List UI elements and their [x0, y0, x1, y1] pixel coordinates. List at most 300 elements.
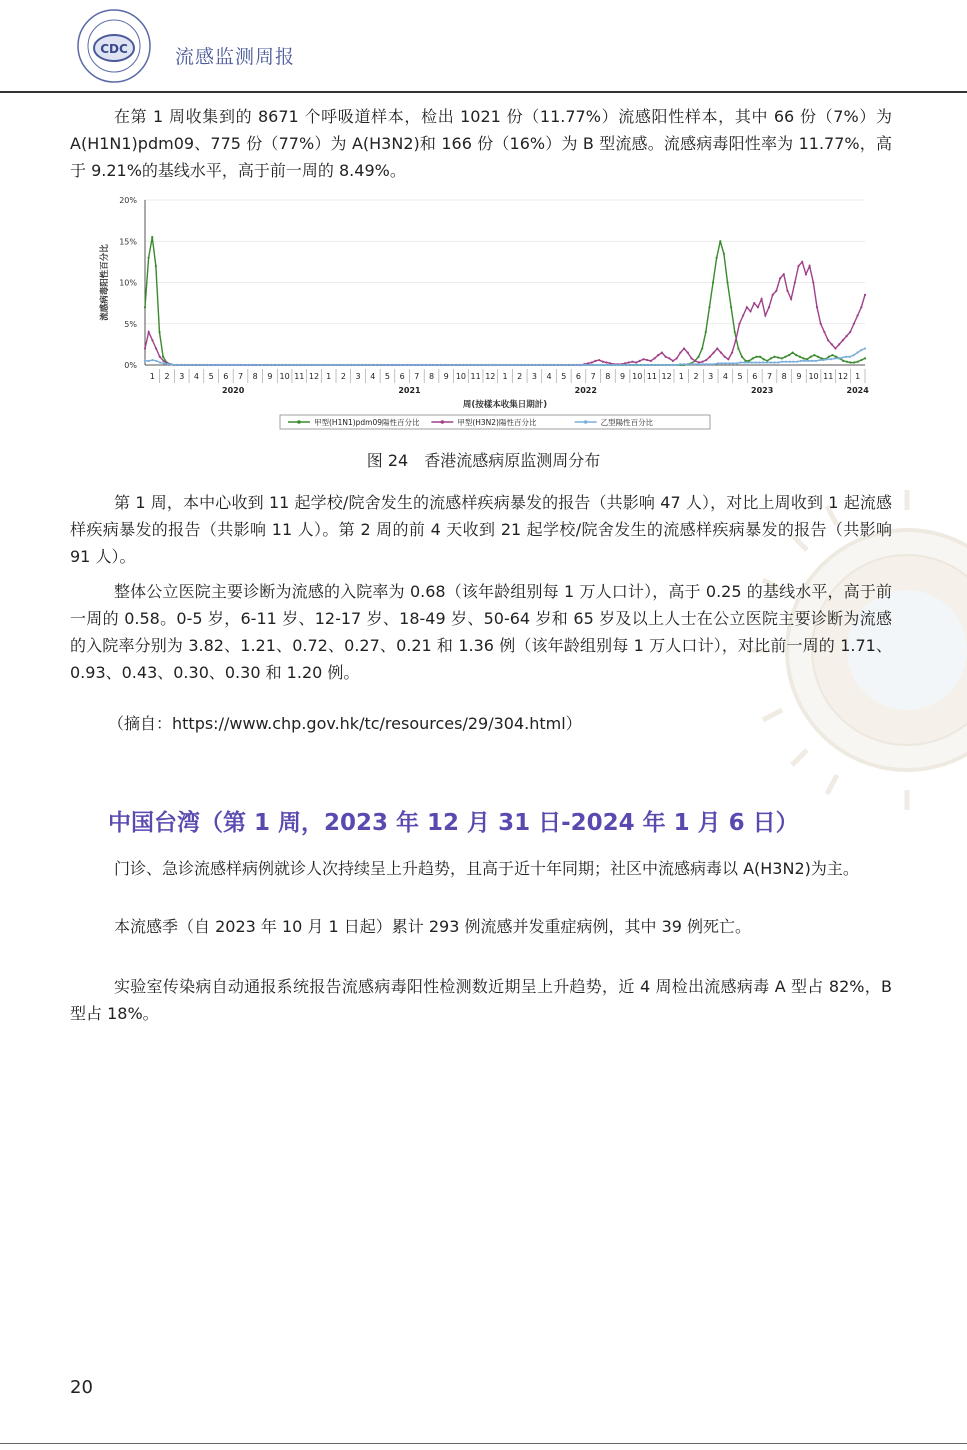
series-point-h1n1: [737, 347, 739, 349]
series-point-b: [238, 364, 240, 366]
series-point-h3n2: [757, 306, 759, 308]
series-point-b: [193, 364, 195, 366]
series-point-b: [151, 359, 153, 361]
series-point-h3n2: [783, 273, 785, 275]
series-point-h3n2: [159, 356, 161, 358]
series-point-b: [577, 364, 579, 366]
series-point-b: [287, 364, 289, 366]
x-tick-label: 4: [722, 372, 728, 381]
chart-series: [144, 236, 866, 366]
series-point-b: [706, 363, 708, 365]
series-point-b: [536, 364, 538, 366]
series-point-h3n2: [609, 362, 611, 364]
series-point-b: [366, 364, 368, 366]
series-point-b: [185, 364, 187, 366]
series-point-b: [641, 364, 643, 366]
x-tick-label: 5: [737, 372, 743, 381]
series-point-h3n2: [738, 323, 740, 325]
series-point-h1n1: [813, 354, 815, 356]
series-point-b: [736, 362, 738, 364]
series-point-b: [822, 359, 824, 361]
series-point-b: [845, 356, 847, 358]
legend-marker-h3n2: [441, 420, 445, 424]
series-point-b: [585, 364, 587, 366]
series-point-b: [623, 364, 625, 366]
x-tick-label: 2: [693, 372, 699, 381]
series-point-h3n2: [155, 347, 157, 349]
series-point-h3n2: [834, 347, 836, 349]
x-tick-label: 6: [399, 372, 405, 381]
series-point-b: [430, 364, 432, 366]
series-point-b: [246, 364, 248, 366]
series-point-h3n2: [657, 354, 659, 356]
series-point-b: [351, 364, 353, 366]
series-point-b: [596, 364, 598, 366]
x-tick-label: 11: [823, 372, 834, 381]
series-point-h1n1: [788, 354, 790, 356]
series-point-b: [389, 364, 391, 366]
y-tick-label: 20%: [119, 196, 137, 205]
series-point-b: [634, 364, 636, 366]
series-point-h3n2: [857, 314, 859, 316]
series-point-b: [472, 364, 474, 366]
series-point-b: [438, 364, 440, 366]
series-point-h3n2: [838, 343, 840, 345]
series-point-b: [464, 364, 466, 366]
series-point-b: [517, 364, 519, 366]
series-point-b: [687, 363, 689, 365]
series-point-h3n2: [668, 357, 670, 359]
series-point-b: [476, 364, 478, 366]
series-point-b: [249, 364, 251, 366]
series-point-h3n2: [768, 306, 770, 308]
series-point-b: [216, 364, 218, 366]
series-point-h3n2: [794, 281, 796, 283]
series-point-h3n2: [144, 347, 146, 349]
x-year-label: 2024: [846, 386, 869, 395]
series-point-b: [826, 358, 828, 360]
series-point-h3n2: [591, 361, 593, 363]
series-point-b: [521, 364, 523, 366]
paragraph-hk-samples: 在第 1 周收集到的 8671 个呼吸道样本，检出 1021 份（11.77%）流感阳性样本，其中 66 份（7%）为 A(H1N1)pdm09、775 份（77%）为 A(H3N2)和 166 份（16%）为 B 型流感。流感病毒阳性率为 11.77%，高于 9.21%的基线水平，高于前一周的 8.49%。: [70, 107, 892, 180]
series-point-h3n2: [797, 265, 799, 267]
series-point-h1n1: [820, 357, 822, 359]
x-tick-label: 3: [531, 372, 537, 381]
series-point-b: [611, 364, 613, 366]
series-point-b: [400, 364, 402, 366]
series-point-b: [283, 364, 285, 366]
series-point-h1n1: [712, 281, 714, 283]
series-point-b: [683, 363, 685, 365]
series-point-b: [159, 361, 161, 363]
y-tick-label: 5%: [124, 319, 137, 329]
series-point-h3n2: [587, 362, 589, 364]
series-point-b: [540, 364, 542, 366]
series-point-b: [830, 358, 832, 360]
x-tick-label: 7: [414, 372, 420, 381]
series-point-h1n1: [730, 306, 732, 308]
series-point-h1n1: [810, 356, 812, 358]
series-point-h1n1: [759, 356, 761, 358]
series-point-b: [743, 361, 745, 363]
series-point-b: [804, 360, 806, 362]
series-point-b: [234, 364, 236, 366]
series-point-h1n1: [831, 354, 833, 356]
series-point-h3n2: [661, 352, 663, 354]
x-year-label: 2022: [574, 386, 597, 395]
series-point-h3n2: [713, 352, 715, 354]
series-point-h3n2: [683, 347, 685, 349]
series-point-b: [163, 362, 165, 364]
series-point-b: [404, 364, 406, 366]
series-point-h3n2: [672, 360, 674, 362]
legend-marker-h1n1: [297, 420, 301, 424]
series-point-b: [261, 364, 263, 366]
series-point-h3n2: [639, 360, 641, 362]
series-point-b: [532, 364, 534, 366]
x-tick-label: 5: [208, 372, 214, 381]
series-point-b: [242, 364, 244, 366]
series-point-b: [314, 364, 316, 366]
x-tick-label: 9: [620, 372, 626, 381]
series-point-b: [298, 364, 300, 366]
x-tick-label: 12: [661, 372, 672, 381]
series-point-b: [144, 360, 146, 362]
paragraph-hk-outbreaks: 第 1 周，本中心收到 11 起学校/院舍发生的流感样疾病暴发的报告（共影响 47 人），对比上周收到 1 起流感样疾病暴发的报告（共影响 11 人）。第 2 周的前 4 天收到 21 起学校/院舍发生的流感样疾病暴发的报告（共影响 91 人）。: [70, 493, 892, 566]
series-point-h1n1: [151, 236, 153, 238]
header-title: 流感监测周报: [175, 46, 296, 68]
series-point-b: [566, 364, 568, 366]
series-point-b: [856, 352, 858, 354]
x-tick-label: 8: [605, 372, 611, 381]
series-point-h3n2: [709, 356, 711, 358]
series-point-b: [468, 364, 470, 366]
x-tick-label: 2: [164, 372, 170, 381]
series-point-b: [849, 356, 851, 358]
series-point-b: [412, 364, 414, 366]
series-point-b: [724, 362, 726, 364]
series-point-h3n2: [705, 359, 707, 361]
series-point-h3n2: [749, 310, 751, 312]
series-point-h1n1: [770, 357, 772, 359]
series-point-b: [174, 364, 176, 366]
series-point-h1n1: [792, 352, 794, 354]
series-point-h3n2: [849, 331, 851, 333]
series-point-b: [811, 360, 813, 362]
series-point-b: [347, 364, 349, 366]
series-point-h1n1: [158, 331, 160, 333]
x-tick-label: 1: [678, 372, 684, 381]
series-point-b: [381, 364, 383, 366]
y-tick-label: 10%: [119, 278, 137, 288]
series-point-b: [770, 361, 772, 363]
series-point-h3n2: [602, 361, 604, 363]
series-point-h1n1: [802, 357, 804, 359]
series-point-b: [657, 364, 659, 366]
series-point-b: [834, 357, 836, 359]
series-point-b: [615, 364, 617, 366]
series-point-b: [630, 364, 632, 366]
series-point-b: [555, 364, 557, 366]
x-tick-label: 7: [237, 372, 244, 381]
series-point-h1n1: [705, 331, 707, 333]
series-point-b: [732, 362, 734, 364]
series-point-b: [498, 364, 500, 366]
series-point-b: [574, 364, 576, 366]
series-point-b: [453, 364, 455, 366]
series-point-h3n2: [860, 306, 862, 308]
series-point-b: [766, 361, 768, 363]
x-tick-label: 10: [632, 372, 643, 381]
y-axis-title: 流感病毒阳性百分比: [100, 244, 110, 321]
header-divider: [0, 91, 967, 93]
series-point-b: [268, 364, 270, 366]
series-point-h1n1: [849, 361, 851, 363]
x-year-label: 2023: [751, 386, 774, 395]
chart-gridlines: [145, 200, 865, 365]
svg-text:CDC: CDC: [100, 42, 128, 56]
series-point-h3n2: [653, 357, 655, 359]
series-point-b: [370, 364, 372, 366]
page-header: [0, 0, 967, 95]
x-tick-label: 1: [502, 372, 508, 381]
series-point-b: [528, 364, 530, 366]
series-point-b: [789, 361, 791, 363]
series-point-b: [653, 364, 655, 366]
series-point-h3n2: [823, 331, 825, 333]
series-point-h3n2: [727, 358, 729, 360]
series-point-h3n2: [724, 356, 726, 358]
series-point-b: [807, 360, 809, 362]
series-point-b: [502, 364, 504, 366]
footer-divider: [0, 1443, 967, 1444]
series-point-b: [408, 364, 410, 366]
paragraph-tw-severe: 本流感季（自 2023 年 10 月 1 日起）累计 293 例流感并发重症病例，其中 39 例死亡。: [114, 917, 752, 936]
series-point-b: [280, 364, 282, 366]
series-point-b: [321, 364, 323, 366]
series-point-h3n2: [775, 290, 777, 292]
series-point-b: [212, 364, 214, 366]
x-year-label: 2020: [222, 386, 245, 395]
series-point-b: [755, 361, 757, 363]
x-tick-label: 7: [590, 372, 596, 381]
series-point-b: [396, 364, 398, 366]
series-point-h1n1: [864, 357, 866, 359]
x-tick-label: 10: [808, 372, 819, 381]
series-point-h1n1: [857, 361, 859, 363]
series-point-b: [675, 364, 677, 366]
series-point-b: [415, 364, 417, 366]
cdc-logo: [68, 6, 160, 86]
x-tick-label: 11: [470, 372, 481, 381]
series-point-h3n2: [151, 339, 153, 341]
series-point-b: [709, 363, 711, 365]
series-point-h1n1: [148, 257, 150, 259]
series-point-h1n1: [697, 356, 699, 358]
series-point-h3n2: [746, 306, 748, 308]
series-point-h3n2: [753, 302, 755, 304]
series-point-h3n2: [694, 360, 696, 362]
series-point-b: [800, 360, 802, 362]
series-point-b: [223, 364, 225, 366]
series-point-b: [762, 361, 764, 363]
x-tick-label: 10: [455, 372, 467, 381]
series-point-h3n2: [820, 323, 822, 325]
series-point-h1n1: [155, 265, 157, 267]
series-point-h3n2: [598, 359, 600, 361]
series-point-b: [487, 364, 489, 366]
x-tick-label: 2: [517, 372, 523, 381]
series-point-b: [419, 364, 421, 366]
series-point-b: [853, 354, 855, 356]
series-point-b: [306, 364, 308, 366]
series-point-h3n2: [646, 359, 648, 361]
series-point-h3n2: [594, 360, 596, 362]
series-point-b: [208, 364, 210, 366]
series-point-b: [423, 364, 425, 366]
series-point-h3n2: [679, 352, 681, 354]
series-point-b: [461, 364, 463, 366]
series-point-b: [838, 357, 840, 359]
series-point-b: [815, 360, 817, 362]
series-point-b: [449, 364, 451, 366]
series-point-b: [442, 364, 444, 366]
series-point-b: [506, 364, 508, 366]
series-point-b: [295, 364, 297, 366]
series-point-h1n1: [719, 240, 721, 242]
series-point-b: [600, 364, 602, 366]
series-point-b: [197, 364, 199, 366]
series-point-h1n1: [781, 357, 783, 359]
paragraph-hk-admissions: 整体公立医院主要诊断为流感的入院率为 0.68（该年龄组别每 1 万人口计），高于 0.25 的基线水平，高于前一周的 0.58。0-5 岁，6-11 岁、12-17 岁、18-49 岁、50-64 岁和 65 岁及以上人士在公立医院主要诊断为流感的入院率分别为 3.82、1.21、0.72、0.27、0.21 和 1.36 例（该年龄组别每 1 万人口计），对比前一周的 1.71、0.93、0.43、0.30、0.30 和 1.20 例。: [70, 582, 892, 682]
series-point-h3n2: [687, 352, 689, 354]
x-tick-label: 11: [294, 372, 305, 381]
series-point-b: [570, 364, 572, 366]
x-tick-label: 1: [326, 372, 332, 381]
series-point-h1n1: [795, 354, 797, 356]
series-point-b: [547, 364, 549, 366]
legend-label-h3n2: 甲型(H3N2)陽性百分比: [457, 418, 537, 427]
series-point-b: [302, 364, 304, 366]
series-point-b: [265, 364, 267, 366]
x-tick-label: 9: [443, 372, 449, 381]
series-point-b: [227, 364, 229, 366]
legend-label-b: 乙型陽性百分比: [600, 418, 654, 427]
x-tick-label: 7: [766, 372, 773, 381]
series-point-b: [427, 364, 429, 366]
series-point-b: [702, 363, 704, 365]
series-point-b: [310, 364, 312, 366]
x-tick-label: 8: [252, 372, 258, 381]
series-point-b: [581, 364, 583, 366]
legend-marker-b: [584, 420, 588, 424]
series-point-h1n1: [752, 357, 754, 359]
series-point-h1n1: [716, 257, 718, 259]
x-tick-label: 6: [575, 372, 582, 381]
series-point-b: [257, 364, 259, 366]
series-point-h3n2: [827, 339, 829, 341]
series-point-b: [721, 362, 723, 364]
series-point-h3n2: [786, 290, 788, 292]
hk-flu-chart: [95, 190, 875, 435]
series-point-h3n2: [605, 361, 607, 363]
series-point-b: [543, 364, 545, 366]
x-tick-label: 8: [428, 372, 435, 381]
series-point-h1n1: [828, 356, 830, 358]
x-tick-label: 12: [837, 372, 849, 381]
series-point-b: [291, 364, 293, 366]
series-point-h3n2: [812, 281, 814, 283]
x-tick-label: 6: [752, 372, 758, 381]
series-point-b: [740, 361, 742, 363]
x-tick-label: 9: [796, 372, 802, 381]
series-point-h3n2: [742, 314, 744, 316]
series-point-b: [494, 364, 496, 366]
series-point-b: [200, 364, 202, 366]
series-point-h3n2: [816, 306, 818, 308]
series-point-b: [491, 364, 493, 366]
x-tick-label: 5: [561, 372, 567, 381]
series-point-h3n2: [864, 294, 866, 296]
paragraph-tw-ili: 门诊、急诊流感样病例就诊人次持续呈上升趋势，且高于近十年同期；社区中流感病毒以 A(H3N2)为主。: [114, 859, 859, 878]
series-point-b: [751, 361, 753, 363]
series-point-b: [649, 364, 651, 366]
series-point-b: [332, 364, 334, 366]
series-point-h1n1: [860, 359, 862, 361]
series-point-b: [668, 364, 670, 366]
series-point-h1n1: [755, 356, 757, 358]
series-point-b: [664, 364, 666, 366]
series-point-b: [690, 363, 692, 365]
series-point-b: [841, 356, 843, 358]
series-point-h3n2: [805, 273, 807, 275]
x-tick-label: 2: [340, 372, 346, 381]
series-point-b: [785, 361, 787, 363]
series-point-b: [777, 361, 779, 363]
series-point-b: [253, 364, 255, 366]
series-point-h1n1: [784, 356, 786, 358]
series-point-h3n2: [148, 331, 150, 333]
series-point-b: [728, 362, 730, 364]
x-tick-label: 5: [384, 372, 390, 381]
series-point-h3n2: [701, 361, 703, 363]
series-point-h3n2: [801, 261, 803, 263]
series-point-b: [513, 364, 515, 366]
series-point-b: [638, 364, 640, 366]
series-point-b: [170, 363, 172, 365]
series-point-h1n1: [853, 361, 855, 363]
series-point-b: [219, 364, 221, 366]
series-point-h3n2: [842, 339, 844, 341]
series-point-b: [182, 364, 184, 366]
series-point-h3n2: [635, 361, 637, 363]
series-point-b: [359, 364, 361, 366]
series-point-h1n1: [708, 306, 710, 308]
series-point-b: [559, 364, 561, 366]
series-point-h3n2: [162, 360, 164, 362]
series-point-b: [551, 364, 553, 366]
x-tick-label: 12: [485, 372, 496, 381]
series-point-b: [525, 364, 527, 366]
series-point-h3n2: [665, 356, 667, 358]
x-tick-label: 1: [149, 372, 155, 381]
chart-legend: [280, 415, 710, 429]
series-point-b: [608, 364, 610, 366]
series-point-b: [344, 364, 346, 366]
series-point-b: [660, 364, 662, 366]
y-tick-label: 0%: [124, 361, 137, 370]
series-point-b: [819, 359, 821, 361]
